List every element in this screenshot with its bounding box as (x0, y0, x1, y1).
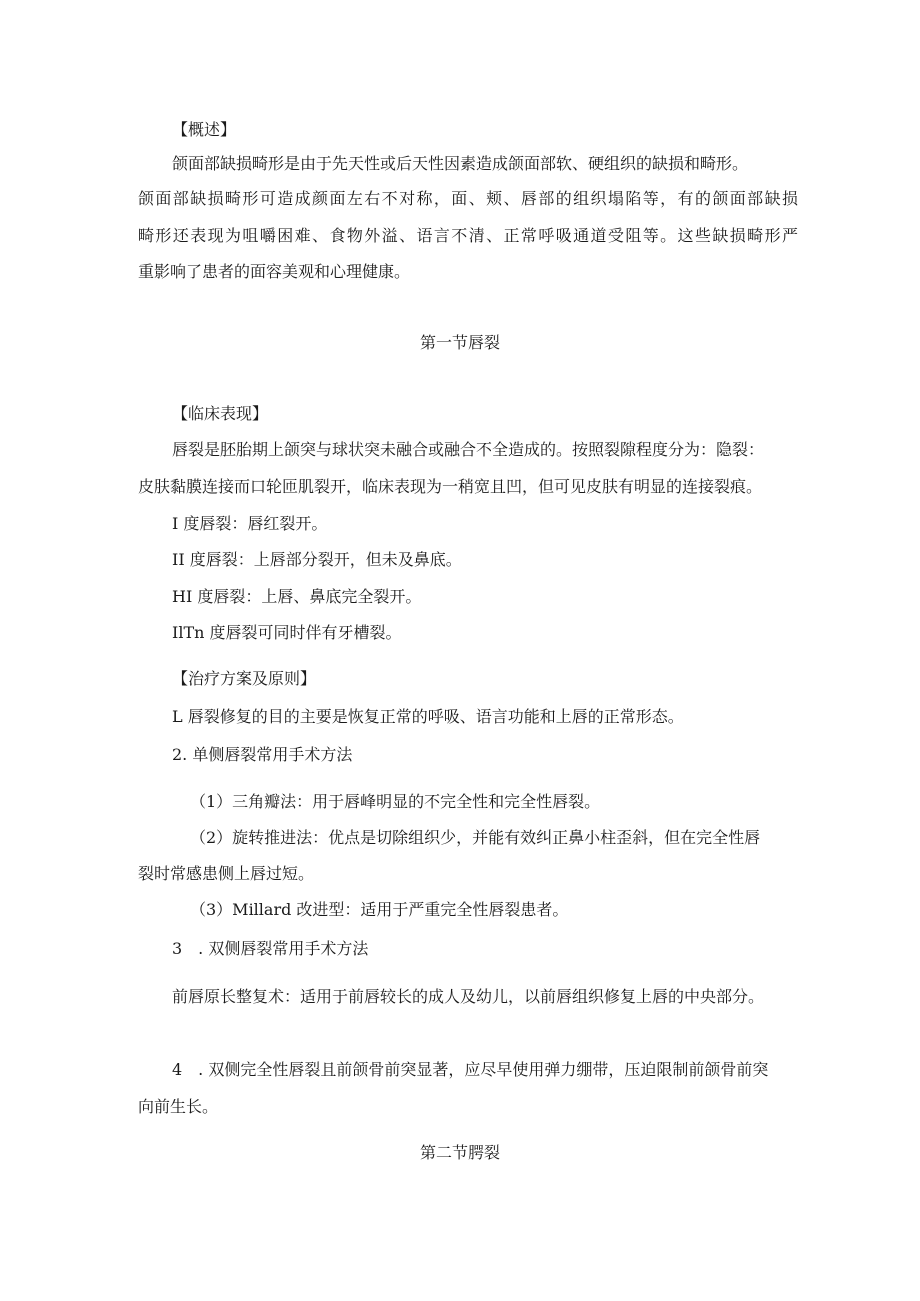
treatment-item-2: 2. 单侧唇裂常用手术方法 (172, 745, 353, 764)
treatment-sub-1: （1）三角瓣法：用于唇峰明显的不完全性和完全性唇裂。 (190, 792, 601, 811)
treatment-item-4-line-1: 4 . 双侧完全性唇裂且前颌骨前突显著，应尽早使用弹力绷带，压迫限制前颌骨前突 (172, 1060, 769, 1079)
clinical-heading: 【临床表现】 (172, 404, 269, 423)
treatment-item-1: L 唇裂修复的目的主要是恢复正常的呼吸、语言功能和上唇的正常形态。 (172, 707, 684, 726)
overview-line-1: 颌面部缺损畸形是由于先天性或后天性因素造成颌面部软、硬组织的缺损和畸形。 (172, 154, 749, 173)
treatment-sub-2-line-2: 裂时常感患侧上唇过短。 (138, 864, 315, 883)
overview-line-3: 畸形还表现为咀嚼困难、食物外溢、语言不清、正常呼吸通道受阻等。这些缺损畸形严 (138, 226, 798, 245)
degree-4: IlTn 度唇裂可同时伴有牙槽裂。 (172, 623, 402, 642)
degree-3: HI 度唇裂：上唇、鼻底完全裂开。 (172, 587, 422, 606)
treatment-item-4-line-2: 向前生长。 (138, 1097, 219, 1116)
overview-line-4: 重影响了患者的面容美观和心理健康。 (138, 262, 411, 281)
treatment-heading: 【治疗方案及原则】 (172, 669, 317, 688)
section-1-title: 第一节唇裂 (419, 333, 500, 352)
treatment-item-3: 3 . 双侧唇裂常用手术方法 (172, 939, 369, 958)
overview-heading: 【概述】 (172, 120, 237, 139)
degree-1: I 度唇裂：唇红裂开。 (172, 514, 328, 533)
section-2-title: 第二节腭裂 (419, 1143, 500, 1162)
treatment-sub-3: （3）Millard 改进型：适用于严重完全性唇裂患者。 (190, 900, 569, 919)
clinical-line-1: 唇裂是胚胎期上颌突与球状突未融合或融合不全造成的。按照裂隙程度分为：隐裂： (172, 440, 765, 459)
clinical-line-2: 皮肤黏膜连接而口轮匝肌裂开，临床表现为一稍宽且凹，但可见皮肤有明显的连接裂痕。 (138, 477, 763, 496)
treatment-item-3-text: 前唇原长整复术：适用于前唇较长的成人及幼儿，以前唇组织修复上唇的中央部分。 (172, 987, 765, 1006)
degree-2: II 度唇裂：上唇部分裂开，但未及鼻底。 (172, 550, 462, 569)
treatment-sub-2-line-1: （2）旋转推进法：优点是切除组织少，并能有效纠正鼻小柱歪斜，但在完全性唇 (190, 828, 761, 847)
overview-line-2: 颌面部缺损畸形可造成颜面左右不对称，面、颊、唇部的组织塌陷等，有的颌面部缺损 (138, 189, 798, 208)
